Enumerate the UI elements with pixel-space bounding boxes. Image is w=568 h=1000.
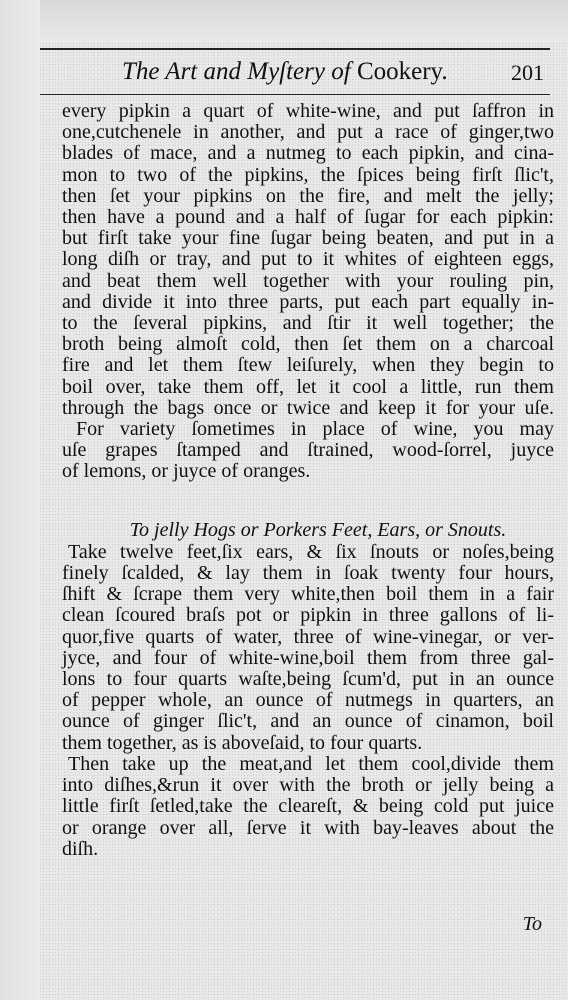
text-line: mon to two of the pipkins, the ſpices being firſt ſlic't, <box>62 163 554 186</box>
text-line: diſh. <box>62 837 99 860</box>
recipe-heading: To jelly Hogs or Porkers Feet, Ears, or Snouts. <box>129 518 507 541</box>
running-head-title <box>122 58 448 86</box>
text-line: every pipkin a quart of white-wine, and put ſaffron in <box>62 100 554 122</box>
text-line: and divide it into three parts, put each part equally in- <box>62 290 554 313</box>
text-line: through the bags once or twice and keep it for your uſe. <box>62 396 554 419</box>
text-line: of lemons, or juyce of oranges. <box>62 460 311 483</box>
text-line: jyce, and four of white-wine,boil them from three gal- <box>62 646 554 669</box>
text-line: little firſt ſetled,take the cleareſt, & being cold put juice <box>62 795 554 818</box>
text-line: then ſet your pipkins on the fire, and melt the jelly; <box>62 184 554 207</box>
text-line: of pepper whole, an ounce of nutmegs in quarters, an <box>62 689 554 712</box>
section-gap <box>62 483 554 520</box>
text-line: them together, as is aboveſaid, to four quarts. <box>62 731 423 754</box>
text-line: and beat them well together with your rouling pin, <box>62 269 554 292</box>
text-line: into diſhes,&run it over with the broth or jelly being a <box>62 774 554 797</box>
text-line: or orange over all, ſerve it with bay-leaves about the <box>62 816 554 839</box>
page-number: 201 <box>511 60 544 85</box>
text-line: For variety ſometimes in place of wine, you may <box>76 418 554 441</box>
text-line: lons to four quarts waſte,being ſcum'd, put in an ounce <box>62 668 554 691</box>
text-line: then have a pound and a half of ſugar for each pipkin: <box>62 206 554 229</box>
text-line: but firſt take your fine ſugar being beaten, and put in a <box>62 227 554 250</box>
body-text <box>62 101 554 860</box>
text-line: quor,five quarts of water, three of wine-vinegar, or ver- <box>62 625 554 648</box>
text-line: Then take up the meat,and let them cool,divide them <box>68 752 554 775</box>
title-italic: The Art and Myſtery of <box>122 58 357 85</box>
text-line: to the ſeveral pipkins, and ſtir it well together; the <box>62 312 554 335</box>
text-line: long diſh or tray, and put to it whites of eighteen eggs, <box>62 248 554 271</box>
text-line: ounce of ginger ſlic't, and an ounce of cinamon, boil <box>62 710 554 733</box>
facing-page-edge <box>35 0 568 42</box>
text-line: broth being almoſt cold, then ſet them on a charcoal <box>62 333 554 356</box>
text-line: clean ſcoured braſs pot or pipkin in three gallons of li- <box>62 604 554 627</box>
text-line: fire and let them ſtew leiſurely, when they begin to <box>62 354 554 377</box>
text-line: boil over, take them off, let it cool a little, run them <box>62 375 554 398</box>
text-line: one,cutchenele in another, and put a race of ginger,two <box>62 121 554 144</box>
running-head <box>40 48 550 95</box>
text-line: finely ſcalded, & lay them in ſoak twenty four hours, <box>62 562 554 585</box>
text-line: Take twelve feet,ſix ears, & ſix ſnouts or noſes,being <box>68 540 554 563</box>
text-line: uſe grapes ſtamped and ſtrained, wood-ſorrel, juyce <box>62 439 554 462</box>
text-line: ſhift & ſcrape them very white,then boil them in a fair <box>62 583 554 606</box>
text-line: blades of mace, and a nutmeg to each pipkin, and cina- <box>62 142 554 165</box>
title-roman: Cookery. <box>356 58 448 85</box>
page-gutter <box>0 0 40 1000</box>
catchword: To <box>522 913 542 935</box>
